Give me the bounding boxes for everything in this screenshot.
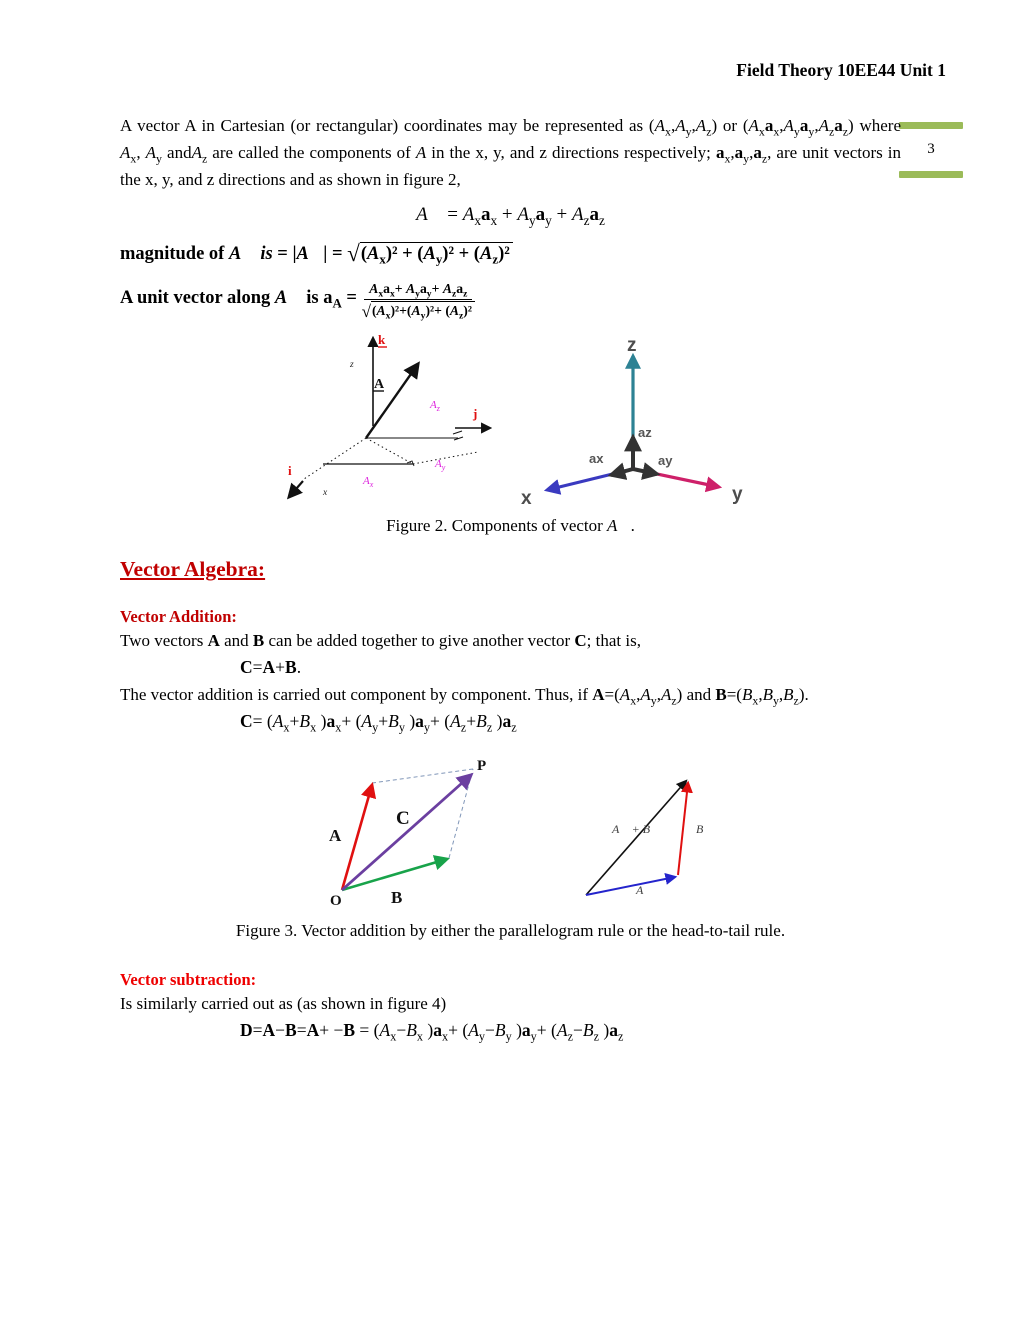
figure3-caption: Figure 3. Vector addition by either the parallelogram rule or the head-to-tail rule. [235, 921, 786, 941]
j-axis [455, 406, 490, 428]
vector-addition-subheading: Vector Addition: [120, 607, 237, 627]
parallelogram-dashed-lines [372, 769, 473, 858]
unit-vector-label: A unit vector along A⃗ is $a_A$ = [120, 287, 362, 311]
figure2 [120, 326, 901, 510]
svg-text:B⃗: B⃗ [696, 822, 713, 837]
svg-text:ay: ay [657, 453, 672, 469]
svg-text:az: az [637, 425, 652, 441]
addition-sum-equation: C=A+B. [240, 657, 302, 678]
figure3-head-to-tail-diagram [574, 765, 724, 905]
svg-text:k: k [377, 332, 385, 348]
vector-subtraction-subheading: Vector subtraction: [120, 970, 257, 990]
addition-intro-text: Two vectors A and B can be added together to give another vector C; that is, [120, 631, 641, 651]
svg-text:x: x [322, 488, 327, 499]
page-badge-top-bar [899, 122, 963, 129]
main-content [120, 112, 901, 1044]
subtraction-body-text: Is similarly carried out as (as shown in figure 4) [120, 994, 447, 1014]
page-number-badge [899, 122, 963, 178]
vector-b-green [342, 859, 447, 907]
svg-text:z: z [626, 335, 636, 357]
page-badge-bottom-bar [899, 171, 963, 178]
vector-a-red [329, 785, 372, 890]
svg-text:A⃗: A⃗ [636, 883, 653, 898]
svg-text:A: A [373, 377, 384, 393]
unit-vectors [589, 425, 673, 475]
svg-text:C: C [396, 808, 410, 830]
svg-text:x: x [520, 488, 532, 510]
addition-body-text: The vector addition is carried out component by component. Thus, if $A=(A_x,A_y,A_z)$ and $B=(B_x,B_y,B_z)$. [120, 685, 809, 708]
doc-header-title: Field Theory 10EE44 Unit 1 [736, 60, 946, 80]
subtraction-equation: $D=A-B=A+ -B = (A_x-B_x$ )$a_x+ (A_y-B_y$ )$a_y+ (A_z-B_z$ )$a_z$ [240, 1020, 624, 1044]
svg-text:z: z [349, 360, 354, 371]
vector-equation: A⃗ = $A_xa_x + A_ya_y + A_za_z$ [416, 204, 605, 228]
svg-text:B: B [391, 888, 403, 908]
svg-text:j: j [472, 406, 477, 422]
projection-lines [304, 431, 478, 479]
figure2-caption: Figure 2. Components of vector A⃗. [386, 516, 635, 536]
point-p-label: P [477, 758, 487, 775]
svg-text:A: A [329, 826, 342, 846]
svg-text:Az: $A_z$ [429, 399, 440, 414]
vector-b-red [678, 783, 713, 875]
intro-paragraph: A vector A in Cartesian (or rectangular) coordinates may be represented as $(A_x,A_y,A_z)$ or $(A_xa_x,A_ya_y,A_za_z)$ where $A_x$, $A_y$ andA$_z$ are called the components of A in the x, y, and z directions respectively; $a_x,a_y,a_z$, are unit vectors in the x, y, and z directions and as shown in figure 2, [120, 116, 902, 189]
figure3 [120, 755, 901, 915]
svg-text:A⃗ + B⃗: A⃗ + B⃗ [612, 822, 660, 837]
component-labels [362, 399, 446, 489]
vector-c-purple [342, 775, 471, 890]
svg-text:Ax: $A_x$ [362, 475, 373, 490]
svg-text:Ay: $A_y$ [434, 458, 445, 473]
addition-components-equation: $C= (A_x+B_x$ )$a_x+ (A_y+B_y$ )$a_y+ (A_z+B_z$ )$a_z$ [240, 711, 517, 735]
i-axis [288, 463, 328, 498]
svg-text:y: y [731, 484, 743, 506]
vector-algebra-heading: Vector Algebra: [120, 557, 266, 582]
origin-label: O [330, 893, 342, 910]
figure2-right-diagram [513, 334, 749, 510]
figure2-left-diagram [273, 326, 505, 508]
unit-vector-equation [120, 277, 901, 320]
magnitude-equation: magnitude of A⃗ is = |A⃗| = $√(A_x)^2 + (A_y)^2 + (A_z)^2$ [120, 239, 901, 269]
unit-vector-fraction: $\frac{A_xa_x+ A_ya_y+ A_za_z}{√(A_x)^2+(A_y)^2+ (A_z)^2}$ [362, 288, 475, 308]
figure3-parallelogram-diagram [297, 755, 502, 915]
page-number: 3 [927, 141, 935, 157]
svg-text:i: i [287, 463, 292, 479]
svg-text:ax: ax [588, 451, 603, 467]
